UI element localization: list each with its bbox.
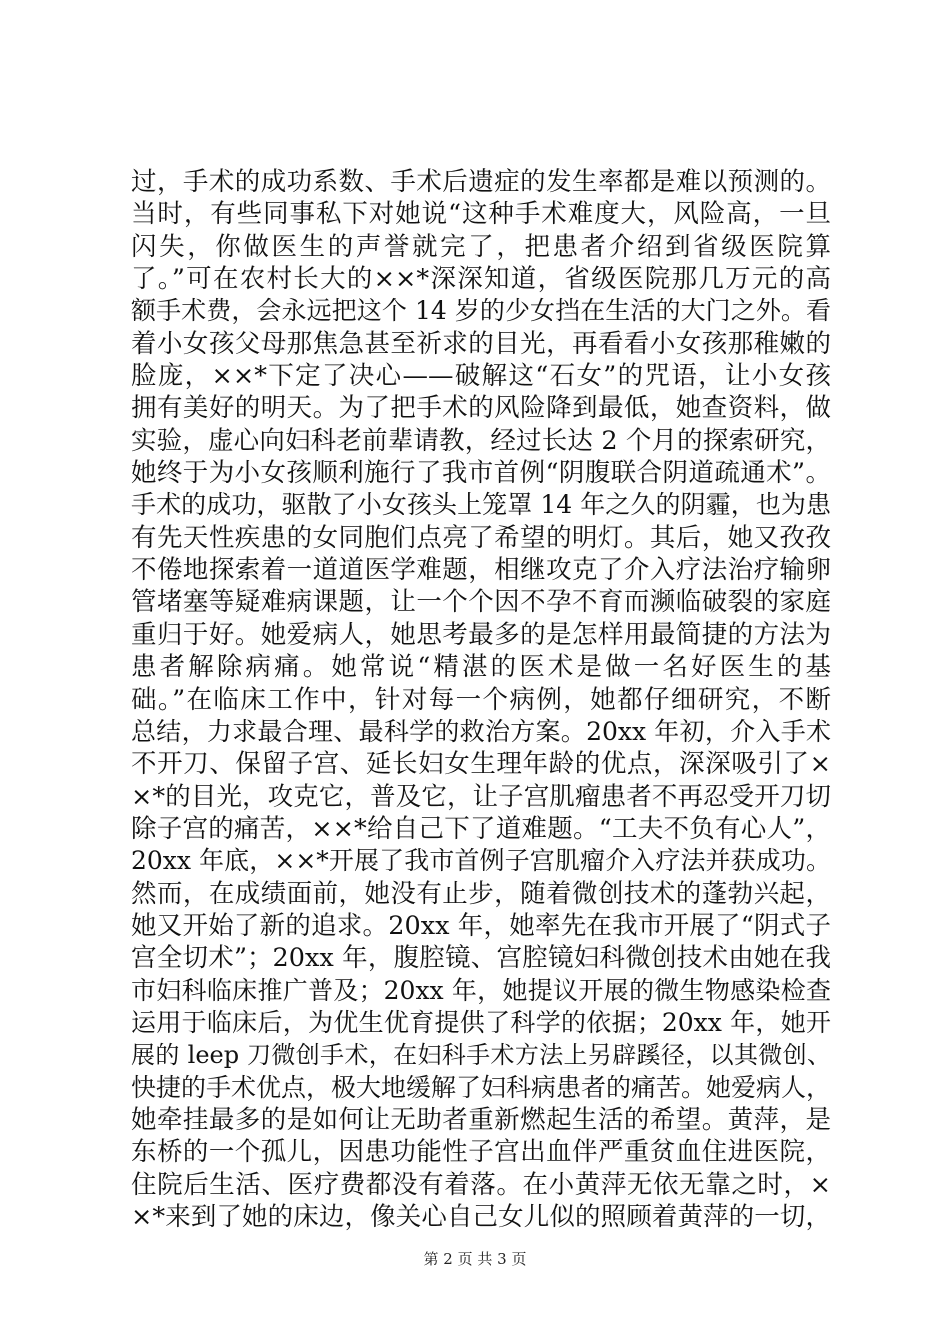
text-line: 总结，力求最合理、最科学的救治方案。20xx 年初，介入手术 [131,716,831,746]
text-line: 础。”在临床工作中，针对每一个病例，她都仔细研究，不断 [131,684,831,715]
text-line: 运用于临床后，为优生优育提供了科学的依据；20xx 年，她开 [131,1007,831,1037]
text-line: ×*来到了她的床边，像关心自己女儿似的照顾着黄萍的一切， [131,1202,831,1232]
text-line: 有先天性疾患的女同胞们点亮了希望的明灯。其后，她又孜孜 [131,522,831,553]
text-line: 宫全切术”；20xx 年，腹腔镜、宫腔镜妇科微创技术由她在我 [131,943,831,974]
text-line: 拥有美好的明天。为了把手术的风险降到最低，她查资料，做 [131,393,831,424]
text-line: 手术的成功，驱散了小女孩头上笼罩 14 年之久的阴霾，也为患 [131,490,831,520]
text-line: 她又开始了新的追求。20xx 年，她率先在我市开展了“阴式子 [131,910,831,941]
text-line: 着小女孩父母那焦急甚至祈求的目光，再看看小女孩那稚嫩的 [131,328,831,359]
text-line: 她牵挂最多的是如何让无助者重新燃起生活的希望。黄萍，是 [131,1104,831,1135]
text-line: 她终于为小女孩顺利施行了我市首例“阴腹联合阴道疏通术”。 [131,458,831,489]
text-line: ×*的目光，攻克它，普及它，让子宫肌瘤患者不再忍受开刀切 [131,781,831,812]
text-line: 不开刀、保留子宫、延长妇女生理年龄的优点，深深吸引了× [131,749,831,780]
text-line: 闪失，你做医生的声誉就完了，把患者介绍到省级医院算 [131,231,831,262]
text-line: 脸庞，××*下定了决心——破解这“石女”的咒语，让小女孩 [131,361,831,392]
text-line: 额手术费，会永远把这个 14 岁的少女挡在生活的大门之外。看 [131,296,831,326]
text-line: 快捷的手术优点，极大地缓解了妇科病患者的痛苦。她爱病人， [131,1072,832,1102]
text-line: 重归于好。她爱病人，她思考最多的是怎样用最简捷的方法为 [131,619,831,650]
text-line: 住院后生活、医疗费都没有着落。在小黄萍无依无靠之时，× [131,1169,831,1200]
text-line: 除子宫的痛苦，××*给自己下了道难题。“工夫不负有心人”， [131,813,831,844]
text-line: 不倦地探索着一道道医学难题，相继攻克了介入疗法治疗输卵 [131,555,831,586]
text-line: 市妇科临床推广普及；20xx 年，她提议开展的微生物感染检查 [131,975,831,1005]
text-line: 过，手术的成功系数、手术后遗症的发生率都是难以预测的。 [131,167,831,197]
text-line: 了。”可在农村长大的××*深深知道，省级医院那几万元的高 [131,264,831,295]
text-line: 展的 leep 刀微创手术，在妇科手术方法上另辟蹊径，以其微创、 [131,1041,831,1070]
text-line: 然而，在成绩面前，她没有止步，随着微创技术的蓬勃兴起， [131,878,831,909]
text-line: 管堵塞等疑难病课题，让一个个因不孕不育而濒临破裂的家庭 [131,587,831,618]
body-text [131,166,831,1233]
text-line: 东桥的一个孤儿，因患功能性子宫出血伴严重贫血住进医院， [131,1137,831,1168]
page-footer: 第 2 页 共 3 页 [423,1250,527,1268]
text-line: 当时，有些同事私下对她说“这种手术难度大，风险高，一旦 [131,199,831,230]
text-line: 实验，虚心向妇科老前辈请教，经过长达 2 个月的探索研究， [131,425,831,456]
text-line: 患者解除病痛。她常说“精湛的医术是做一名好医生的基 [131,652,831,683]
text-line: 20xx 年底，××*开展了我市首例子宫肌瘤介入疗法并获成功。 [131,846,831,876]
